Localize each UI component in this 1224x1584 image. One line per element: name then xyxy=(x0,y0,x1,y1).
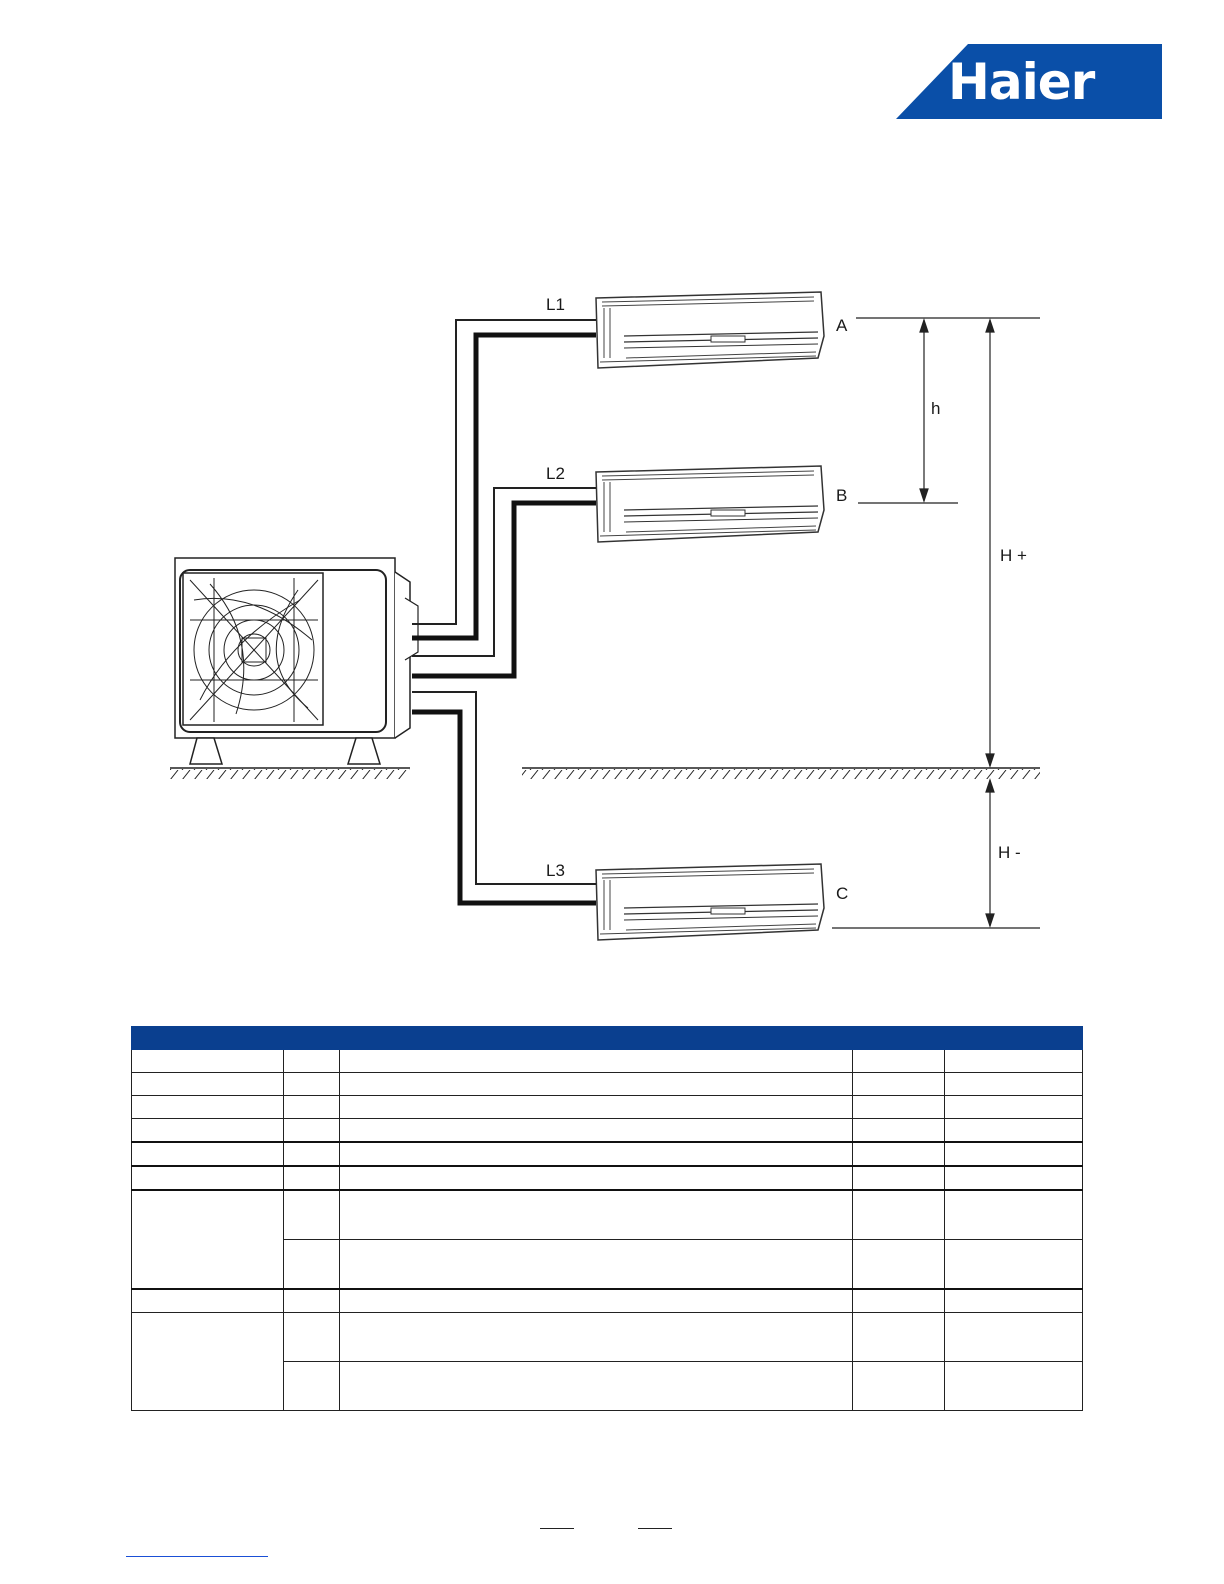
pipe-label-l2: L2 xyxy=(546,464,565,483)
outdoor-unit xyxy=(175,558,418,764)
footer-dash-left xyxy=(540,1528,574,1529)
pipe-l1-thick xyxy=(412,335,596,638)
footer-link-underline[interactable] xyxy=(126,1556,268,1557)
table-row xyxy=(132,1119,1083,1143)
table-row xyxy=(132,1289,1083,1313)
pipe-l2-thick xyxy=(412,503,596,676)
table-cell xyxy=(284,1119,340,1143)
table-cell xyxy=(340,1190,853,1240)
dimension-label-h-plus: H + xyxy=(1000,546,1027,565)
indoor-unit-b xyxy=(596,466,824,542)
table-header-cell xyxy=(945,1027,1083,1050)
table-cell xyxy=(853,1166,945,1190)
dimension-h-minus xyxy=(986,780,994,926)
table-cell xyxy=(945,1240,1083,1290)
table-header-cell xyxy=(340,1027,853,1050)
table-cell xyxy=(284,1240,340,1290)
table-header-cell xyxy=(284,1027,340,1050)
table-row xyxy=(132,1073,1083,1096)
table-cell xyxy=(945,1166,1083,1190)
pipe-label-l1: L1 xyxy=(546,295,565,314)
table-cell xyxy=(340,1313,853,1362)
table-header-cell xyxy=(132,1027,284,1050)
table-row xyxy=(132,1190,1083,1240)
table-cell xyxy=(132,1289,284,1313)
table-cell xyxy=(284,1313,340,1362)
table-row xyxy=(132,1050,1083,1073)
table-cell xyxy=(132,1190,284,1289)
table-cell xyxy=(284,1050,340,1073)
table-cell xyxy=(132,1096,284,1119)
table-cell xyxy=(284,1073,340,1096)
table-header-cell xyxy=(853,1027,945,1050)
unit-label-c: C xyxy=(836,884,849,903)
table-cell xyxy=(853,1362,945,1411)
table-row xyxy=(132,1166,1083,1190)
pipe-l1-thin xyxy=(412,320,596,624)
dimension-label-h: h xyxy=(931,399,941,418)
unit-label-a: A xyxy=(836,316,848,335)
indoor-unit-c xyxy=(596,864,824,940)
dimension-h-plus xyxy=(986,320,994,766)
table-cell xyxy=(132,1142,284,1166)
table-cell xyxy=(340,1362,853,1411)
dimension-label-h-minus: H - xyxy=(998,843,1021,862)
pipe-label-l3: L3 xyxy=(546,861,565,880)
table-cell xyxy=(945,1050,1083,1073)
table-cell xyxy=(945,1289,1083,1313)
table-cell xyxy=(945,1119,1083,1143)
logo-wordmark: Haier xyxy=(948,53,1095,111)
table-cell xyxy=(132,1050,284,1073)
table-cell xyxy=(853,1119,945,1143)
table-cell xyxy=(853,1190,945,1240)
table-cell xyxy=(132,1119,284,1143)
table-cell xyxy=(284,1190,340,1240)
pipe-l3-thin xyxy=(412,692,596,884)
table-cell xyxy=(853,1073,945,1096)
unit-label-b: B xyxy=(836,486,848,505)
footer-dash-right xyxy=(638,1528,672,1529)
table-cell xyxy=(340,1240,853,1290)
table-cell xyxy=(132,1073,284,1096)
table-cell xyxy=(284,1096,340,1119)
table-cell xyxy=(945,1313,1083,1362)
table-cell xyxy=(853,1240,945,1290)
table-row xyxy=(132,1142,1083,1166)
table-cell xyxy=(945,1362,1083,1411)
table-cell xyxy=(340,1050,853,1073)
table-cell xyxy=(853,1050,945,1073)
table-cell xyxy=(340,1166,853,1190)
table-cell xyxy=(945,1142,1083,1166)
table-cell xyxy=(340,1119,853,1143)
table-cell xyxy=(284,1166,340,1190)
piping-spec-table xyxy=(131,1026,1083,1411)
pipe-l2-thin xyxy=(412,488,596,656)
table-cell xyxy=(340,1073,853,1096)
table-cell xyxy=(853,1313,945,1362)
table-cell xyxy=(945,1096,1083,1119)
table-cell xyxy=(284,1362,340,1411)
table-cell xyxy=(340,1096,853,1119)
ground-outdoor xyxy=(170,768,410,779)
table-header-row xyxy=(132,1027,1083,1050)
table-cell xyxy=(853,1289,945,1313)
table-cell xyxy=(340,1142,853,1166)
table-cell xyxy=(284,1142,340,1166)
dimension-h xyxy=(920,320,928,501)
table-row xyxy=(132,1313,1083,1362)
table-cell xyxy=(340,1289,853,1313)
table-cell xyxy=(853,1142,945,1166)
table-cell xyxy=(945,1190,1083,1240)
ground-reference xyxy=(522,768,1040,779)
indoor-unit-a xyxy=(596,292,824,368)
table-cell xyxy=(284,1289,340,1313)
table-cell xyxy=(132,1166,284,1190)
table-row xyxy=(132,1096,1083,1119)
pipe-l3-thick xyxy=(412,712,596,903)
table-cell xyxy=(853,1096,945,1119)
table-cell xyxy=(945,1073,1083,1096)
table-cell xyxy=(132,1313,284,1411)
